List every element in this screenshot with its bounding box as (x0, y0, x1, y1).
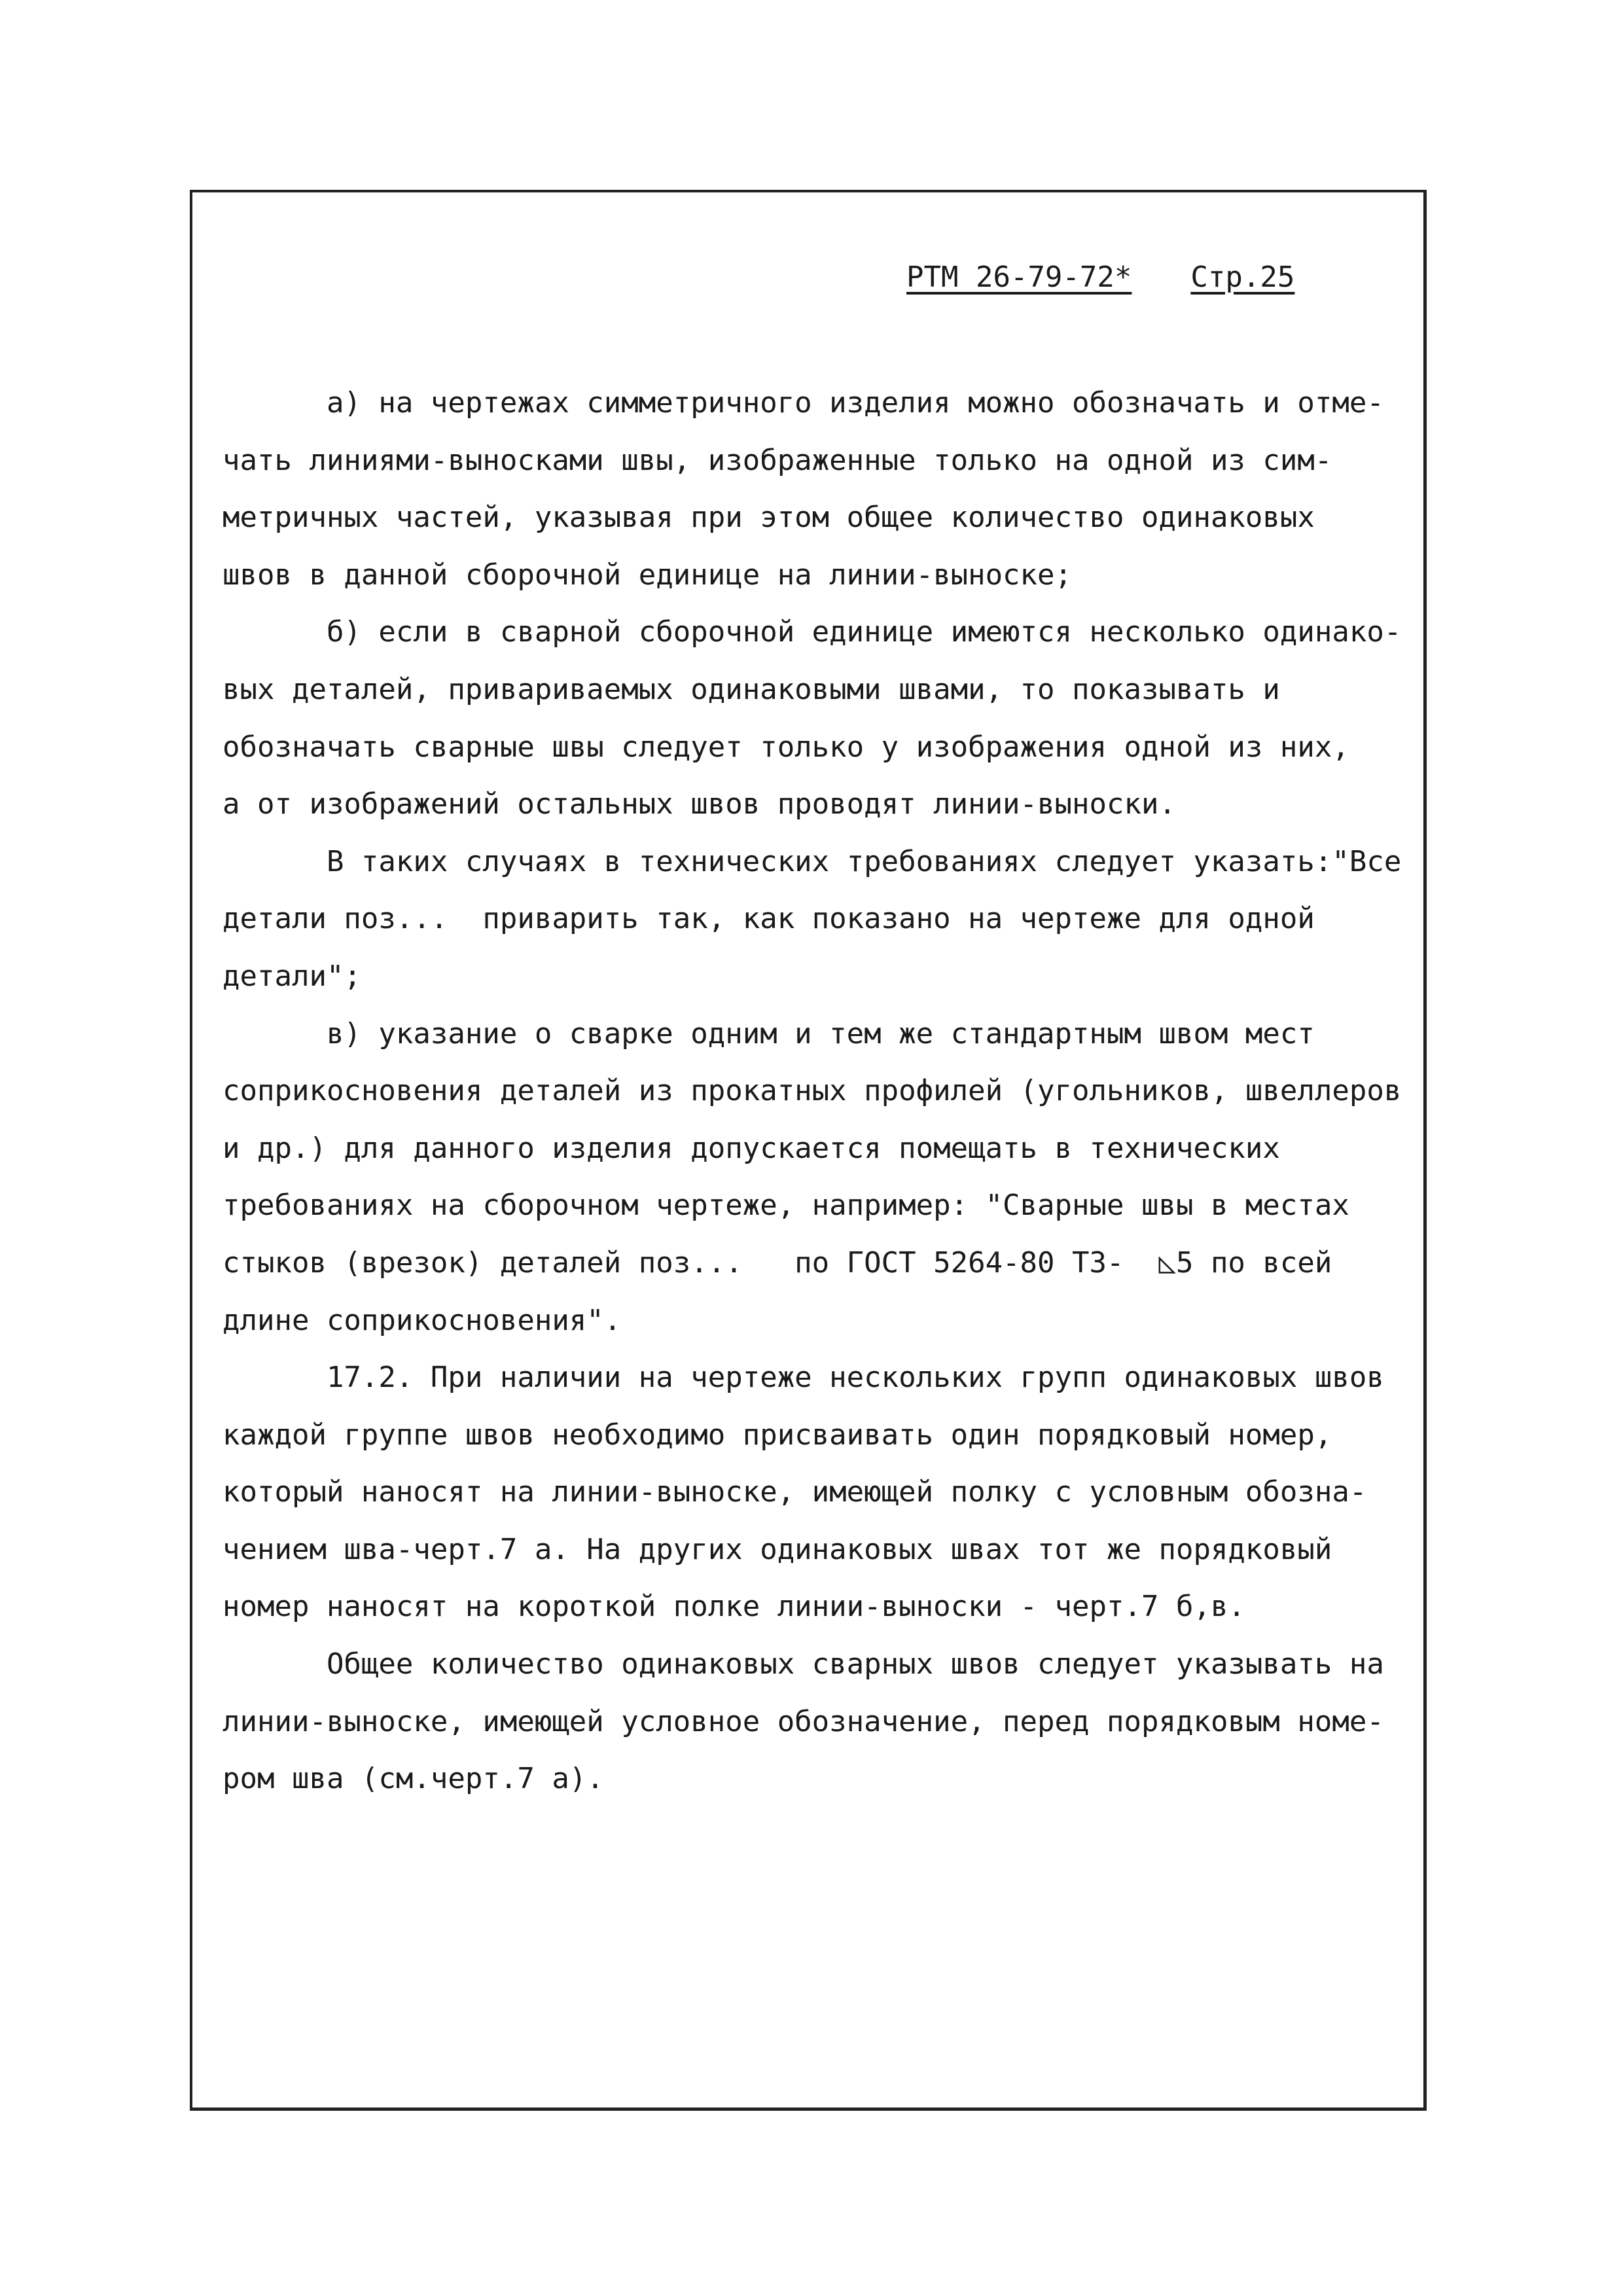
text-line: требованиях на сборочном чертеже, например: "Сварные швы в местах (223, 1189, 1349, 1223)
text-line: и др.) для данного изделия допускается помещать в технических (223, 1131, 1280, 1165)
text-line: а от изображений остальных швов проводят линии-выноски. (223, 787, 1176, 821)
document-body (223, 374, 1420, 1808)
text-line: обозначать сварные швы следует только у изображения одной из них, (223, 730, 1349, 764)
text-line: длине соприкосновения". (223, 1303, 622, 1337)
text-line: ром шва (см.черт.7 а). (223, 1762, 604, 1796)
text-line: метричных частей, указывая при этом общее количество одинаковых (223, 501, 1315, 535)
text-line: чать линиями-выносками швы, изображенные только на одной из сим- (223, 443, 1332, 477)
text-line: линии-выноске, имеющей условное обозначение, перед порядковым номе- (223, 1704, 1384, 1738)
text-line: чением шва-черт.7 а. На других одинаковых швах тот же порядковый (223, 1532, 1332, 1566)
document-code: РТМ 26-79-72* (906, 260, 1132, 294)
text-line: который наносят на линии-выноске, имеющей полку с условным обозна- (223, 1475, 1367, 1509)
text-line: вых деталей, привариваемых одинаковыми швами, то показывать и (223, 672, 1280, 706)
text-line: каждой группе швов необходимо присваивать один порядковый номер, (223, 1418, 1332, 1452)
text-line: номер наносят на короткой полке линии-выноски - черт.7 б,в. (223, 1590, 1245, 1624)
text-line: детали"; (223, 959, 361, 993)
text-line: соприкосновения деталей из прокатных профилей (угольников, швеллеров (223, 1074, 1402, 1108)
page-number: Стр.25 (1190, 260, 1295, 294)
text-line: Общее количество одинаковых сварных швов следует указывать на (223, 1647, 1384, 1681)
text-line: стыков (врезок) деталей поз... по ГОСТ 5264-80 Т3- ◺5 по всей (223, 1246, 1332, 1280)
text-line: б) если в сварной сборочной единице имеются несколько одинако- (223, 615, 1402, 649)
text-line: В таких случаях в технических требованиях следует указать:"Все (223, 844, 1402, 878)
text-line: швов в данной сборочной единице на линии-выноске; (223, 558, 1073, 592)
page-header (906, 260, 1294, 294)
text-line: в) указание о сварке одним и тем же стандартным швом мест (223, 1016, 1315, 1050)
text-line: 17.2. При наличии на чертеже нескольких групп одинаковых швов (223, 1361, 1384, 1395)
text-line: детали поз... приварить так, как показано на чертеже для одной (223, 902, 1315, 936)
text-line: а) на чертежах симметричного изделия можно обозначать и отме- (223, 386, 1384, 420)
